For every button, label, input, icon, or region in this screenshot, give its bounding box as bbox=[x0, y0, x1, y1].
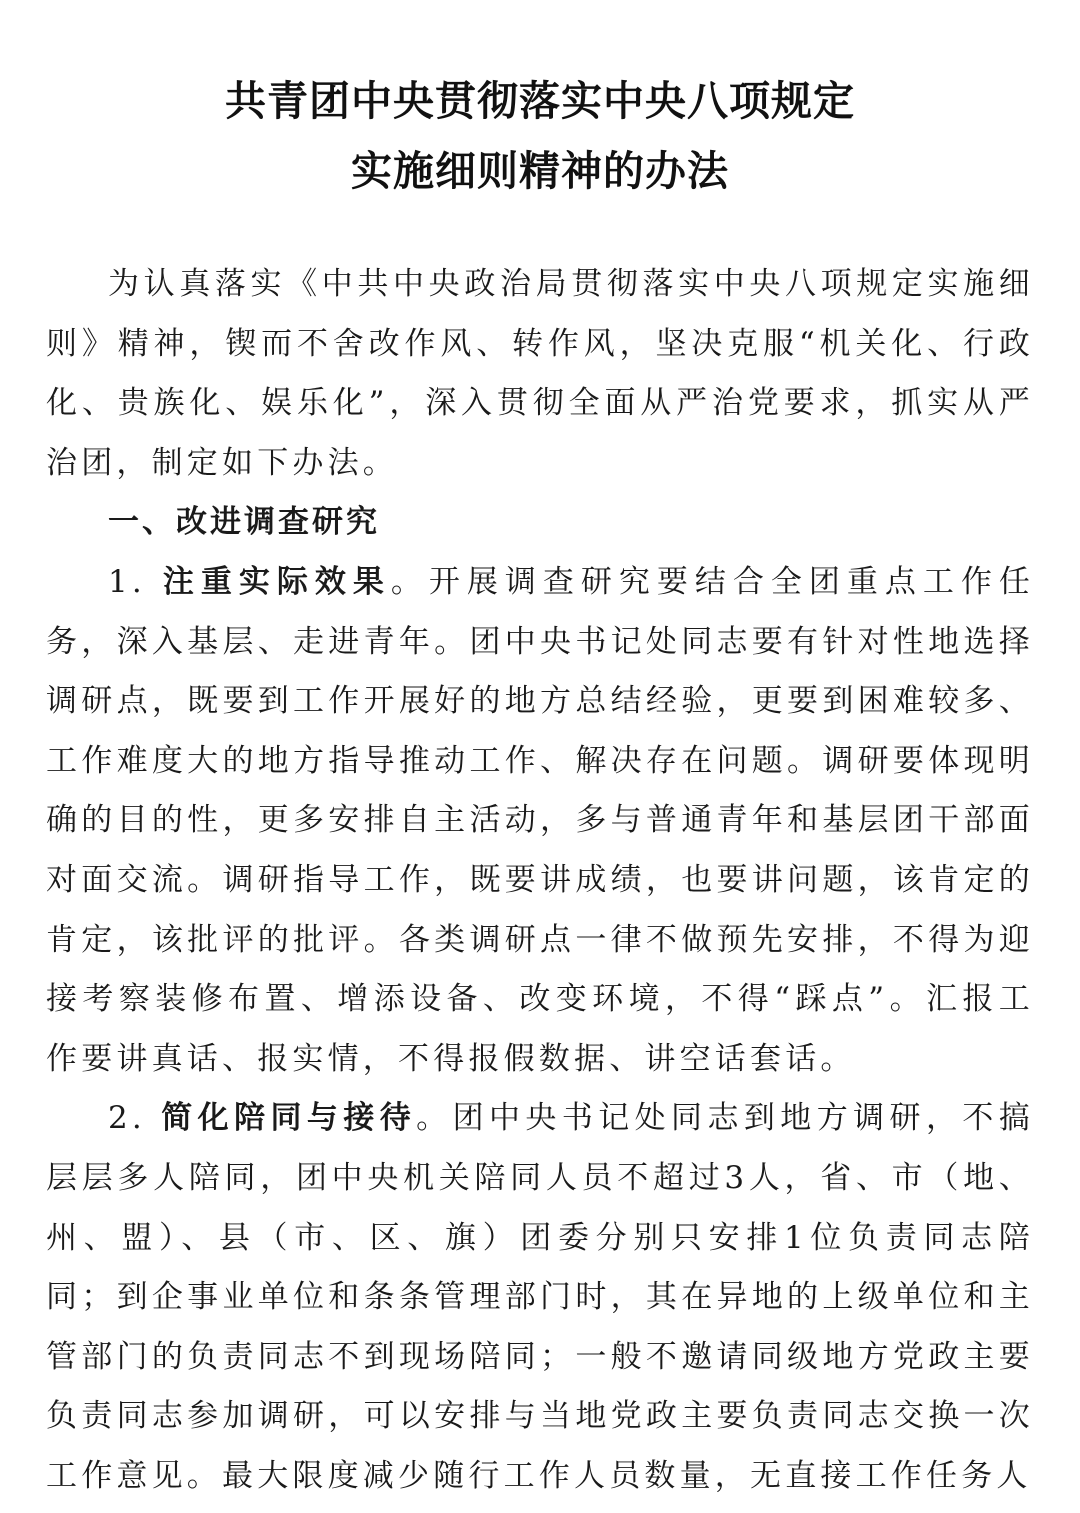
item-text: 。开展调查研究要结合全团重点工作任务，深入基层、走进青年。团中央书记处同志要有针对性地选择调研点，既要到工作开展好的地方总结经验，更要到困难较多、工作难度大的地方指导推动工作、解决存在问题。调研要体现明确的目的性，更多安排自主活动，多与普通青年和基层团干部面对面交流。调研指导工作，既要讲成绩，也要讲问题，该肯定的肯定，该批评的批评。各类调研点一律不做预先安排，不得为迎接考察装修布置、增添设备、改变环境，不得“踩点”。汇报工作要讲真话、报实情，不得报假数据、讲空话套话。 bbox=[46, 563, 1035, 1077]
item-number: 2. bbox=[108, 1100, 162, 1137]
section-heading: 一、改进调查研究 bbox=[108, 504, 380, 541]
document-title-line-1: 共青团中央贯彻落实中央八项规定 bbox=[225, 77, 855, 125]
intro-paragraph: 为认真落实《中共中央政治局贯彻落实中央八项规定实施细则》精神，锲而不舍改作风、转作风，坚决克服“机关化、行政化、贵族化、娱乐化”，深入贯彻全面从严治党要求，抓实从严治团，制定如下办法。 bbox=[46, 266, 1034, 481]
item-title: 注重实际效果 bbox=[162, 563, 391, 600]
item-number: 1. bbox=[108, 563, 163, 600]
item-text: 。团中央书记处同志到地方调研，不搞层层多人陪同，团中央机关陪同人员不超过3人，省、市（地、州、盟）、县（市、区、旗）团委分别只安排1位负责同志陪同；到企事业单位和条条管理部门时，其在异地的上级单位和主管部门的负责同志不到现场陪同；一般不邀请同级地方党政主要负责同志参加调研，可以安排与当地党政主要负责同志交换一次工作意见。最大限度减少随行工作人员数量，无直接工作任务人 bbox=[46, 1100, 1034, 1494]
item-paragraph-2 bbox=[46, 1089, 1034, 1506]
item-title: 简化陪同与接待 bbox=[161, 1100, 417, 1137]
document-title-line-2: 实施细则精神的办法 bbox=[351, 147, 729, 195]
document-body bbox=[46, 255, 1034, 1506]
item-paragraph-1 bbox=[46, 553, 1034, 1089]
